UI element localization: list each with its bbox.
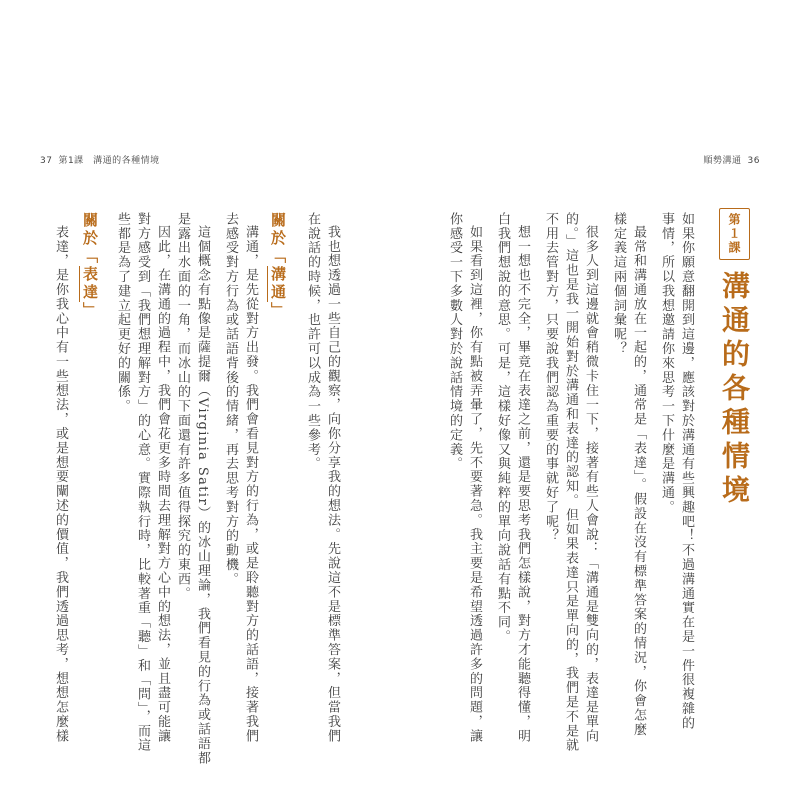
heading-close: 」	[269, 302, 287, 320]
left-intro-line-1: 我也想透過一些自己的觀察，向你分享我的想法。先說這不是標準答案，但當我們	[325, 225, 340, 744]
left-running-title: 第1課 溝通的各種情境	[58, 156, 160, 166]
right-page-header	[704, 153, 760, 166]
lesson-heading	[706, 208, 754, 509]
right-line-5: 很多人到這邊就會稍微卡住一下，接著有些人會說：「溝通是雙向的，表達是單向	[583, 225, 598, 744]
right-line-9: 白我們想說的意思。可是，這樣好像又與純粹的單向說話有點不同。	[495, 212, 510, 644]
lesson-title: 溝通的各種情境	[718, 271, 751, 510]
heading-open: 關於「	[269, 212, 287, 266]
heading-word: 表達	[81, 266, 99, 302]
s2-line-1: 表達，是你我心中有一些想法，或是想要闡述的價值，我們透過思考，想想怎麼樣	[53, 225, 68, 744]
heading-word: 溝通	[269, 266, 287, 302]
section-heading-communication	[268, 212, 289, 320]
s1-line-3: 這個概念有點像是薩提爾（Virginia Satir）的冰山理論，我們看見的行為或話語都	[195, 225, 210, 766]
s1-line-6: 對方感受到「我們想理解對方」的心意。實際執行時，比較著重「聽」和「問」，而這	[135, 212, 150, 753]
right-line-3: 最常和溝通放在一起的，通常是「表達」。假設在沒有標準答案的情況，你會怎麼	[631, 225, 646, 737]
right-line-11: 你感受一下多數人對於說話情境的定義。	[447, 212, 462, 472]
s1-line-7: 些都是為了建立起更好的關係。	[115, 212, 130, 414]
heading-close: 」	[81, 302, 99, 320]
lesson-tag: 第１課	[719, 208, 750, 260]
s1-line-4: 是露出水面的一角，而冰山的下面還有許多值得探究的東西。	[175, 212, 190, 601]
right-line-6: 的。」這也是我一開始對於溝通和表達的認知。但如果表達只是單向的，我們是不是就	[563, 212, 578, 753]
right-line-1: 如果你願意翻開到這邊，應該對於溝通有些興趣吧！不過溝通實在是一件很複雜的	[679, 212, 694, 731]
right-line-4: 樣定義這兩個詞彙呢？	[611, 212, 626, 356]
right-line-8: 想一想也不完全，畢竟在表達之前，還是要思考我們怎樣說，對方才能聽得懂，明	[515, 225, 530, 744]
right-running-title: 順勢溝通	[703, 156, 742, 166]
left-intro-line-2: 在說話的時候，也許可以成為一些參考。	[305, 212, 320, 472]
right-line-10: 如果看到這裡，你有點被弄暈了，先不要著急。我主要是希望透過許多的問題，讓	[467, 225, 482, 744]
s1-line-2: 去感受對方行為或話語背後的情緒，再去思考對方的動機。	[223, 212, 238, 587]
s1-line-5: 因此，在溝通的過程中，我們會花更多時間去理解對方心中的想法，並且盡可能讓	[155, 225, 170, 744]
section-heading-expression	[80, 212, 101, 320]
heading-open: 關於「	[81, 212, 99, 266]
right-line-7: 不用去管對方，只要說我們認為重要的事就好了呢？	[543, 212, 558, 544]
left-page-header	[40, 153, 160, 166]
left-page-number: 37	[40, 156, 53, 166]
right-page-number: 36	[747, 156, 760, 166]
s1-line-1: 溝通，是先從對方出發。我們會看見對方的行為，或是聆聽對方的話語，接著我們	[243, 225, 258, 744]
right-line-2: 事情，所以我想邀請你來思考一下什麼是溝通。	[659, 212, 674, 515]
